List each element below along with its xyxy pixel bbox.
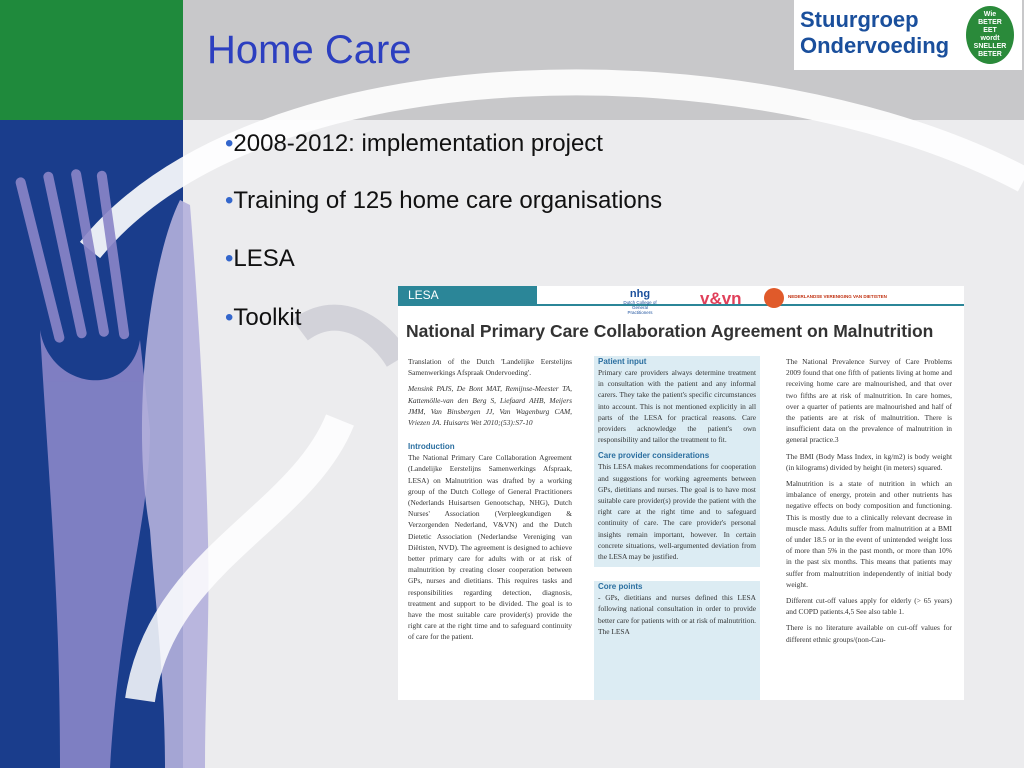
stuurgroep-logo: [794, 0, 1022, 70]
document-column-3: [786, 356, 952, 650]
logo-tag-word: wordt: [980, 35, 1000, 42]
translation-note: Translation of the Dutch 'Landelijke Eerstelijns Samenwerkings Afspraak Ondervoeding'.: [408, 357, 572, 378]
patient-input-heading: Patient input: [598, 357, 647, 366]
logo-tag-word: SNELLER: [973, 43, 1007, 50]
core-points-heading: Core points: [598, 582, 643, 592]
ethnic-note: There is no literature available on cut-off values for different ethnic groups/(non-Cau-: [786, 623, 952, 644]
document-title: National Primary Care Collaboration Agreement on Malnutrition: [406, 321, 934, 341]
document-tab-label: LESA: [398, 286, 537, 304]
logo-line-2: Ondervoeding: [800, 33, 950, 58]
logo-line-1: Stuurgroep: [800, 7, 919, 32]
lesa-document-image: [398, 286, 964, 700]
nhg-mark: nhg: [629, 288, 651, 300]
provider-heading: Care provider considerations: [598, 451, 710, 461]
bullet-item: •Training of 125 home care organisations: [225, 187, 663, 214]
bullet-text: Toolkit: [233, 304, 302, 331]
bullet-text: LESA: [233, 245, 295, 272]
provider-text: This LESA makes recommendations for cooperation and suggestions for working agreements between GPs, dietitians and nurses. The goal is to have most suitable care provider(s) provide the patient with the right care at the right time and to safeguard continuity of care. The care provider's personal insights remain important, however. In certain concrete situations, well-argumented deviation from the LESA may be justified.: [598, 462, 756, 562]
bmi-definition: The BMI (Body Mass Index, in kg/m2) is body weight (in kilograms) divided by height (in meters) squared.: [786, 451, 952, 472]
logo-tag-word: BETER: [978, 19, 1002, 26]
logo-tag-word: EET: [983, 27, 997, 34]
nhg-logo: [620, 288, 660, 315]
document-column-1: [408, 356, 572, 648]
cutoff-note: Different cut-off values apply for elderly (> 65 years) and COPD patients.4,5 See also table 1.: [786, 596, 952, 617]
prevalence-text: The National Prevalence Survey of Care Problems 2009 found that one fifth of patients living at home and receiving home care are malnourished, and that over two fifths are at risk of malnutrition. In care homes, over a quarter of patients are malnourished and half of the patients are at risk of malnutrition. There is insufficient data on the prevalence of malnutrition in general practice.3: [786, 357, 952, 445]
logo-tag-word: Wie: [983, 11, 997, 18]
intro-heading: Introduction: [408, 442, 455, 452]
logo-wordmark: [800, 7, 949, 59]
logo-tagline-badge: [966, 6, 1014, 64]
bullet-item: •LESA: [225, 245, 295, 272]
slide-title: Home Care: [207, 28, 412, 72]
document-column-2: [594, 356, 760, 700]
bullet-item: •2008-2012: implementation project: [225, 130, 603, 157]
core-points-text: - GPs, dietitians and nurses defined this LESA following national consultation in order to provide better care for patients with or at risk of malnutrition. The LESA: [598, 593, 756, 636]
malnutrition-definition: Malnutrition is a state of nutrition in which an imbalance of energy, protein and other nutrients has negative effects on body composition and functioning. This is mostly due to a clinically relevant decrease in muscle mass. Adults suffer from malnutrition at a BMI of under 18.5 or in the event of unintended weight loss of more than 5% in the past month, or more than 10% in the past six months. This means that patients may suffer from malnutrition independently of initial body weight.: [786, 479, 952, 589]
nvd-circle-icon: [764, 288, 784, 308]
citation: Mensink PAJS, De Bont MAT, Remijnse-Meester TA, Kattemölle-van den Berg S, Liefaard AHB, Meijers JMM, Van Binsbergen JJ, Van Wagenburg CAM, Vriezen JA. Huisarts Wet 2010;(53):S7-10: [408, 384, 572, 428]
patient-input-text: Primary care providers always determine treatment in consultation with the patient and any informal carers. They take the patient's specific circumstances into account. This is not mentioned explicitly in all parts of the LESA for practical reasons. Care providers acknowledge the patient's own responsibility and tailor the treatment to fit.: [598, 368, 756, 445]
bullet-text: Training of 125 home care organisations: [233, 187, 663, 214]
intro-text: The National Primary Care Collaboration Agreement (Landelijke Eerstelijns Samenwerkings Afspraak, LESA) on Malnutrition was drafted by a working group of the Dutch College of General Practitioners (Nederlands Huisartsen Genootschap, NHG), Dutch Nurses' Association (Verpleegkundigen & Verzorgenden Nederland, V&VN) and the Dutch Dietetic Association (Nederlandse Vereniging van Diëtisten, NVD). The agreement is designed to achieve better primary care for adults with or at risk of malnutrition by creating closer cooperation between GPs, nurses and dietitians. This requires tasks and responsibilities regarding detection, diagnosis, treatment and support to be divided. The goal is to have the most suitable care provider(s) provide the right care at the right time and to safeguard continuity of care for the patient.: [408, 453, 572, 642]
bullet-text: 2008-2012: implementation project: [233, 130, 603, 157]
nvd-name: NEDERLANDSE VERENIGING VAN DIETISTEN: [788, 294, 887, 299]
vvn-logo: v&vn: [700, 289, 742, 308]
bullet-item: •Toolkit: [225, 304, 302, 331]
nvd-logo: [764, 288, 894, 310]
nhg-name: Dutch College of General Practitioners: [623, 300, 657, 315]
logo-tag-word: BETER: [978, 51, 1002, 58]
